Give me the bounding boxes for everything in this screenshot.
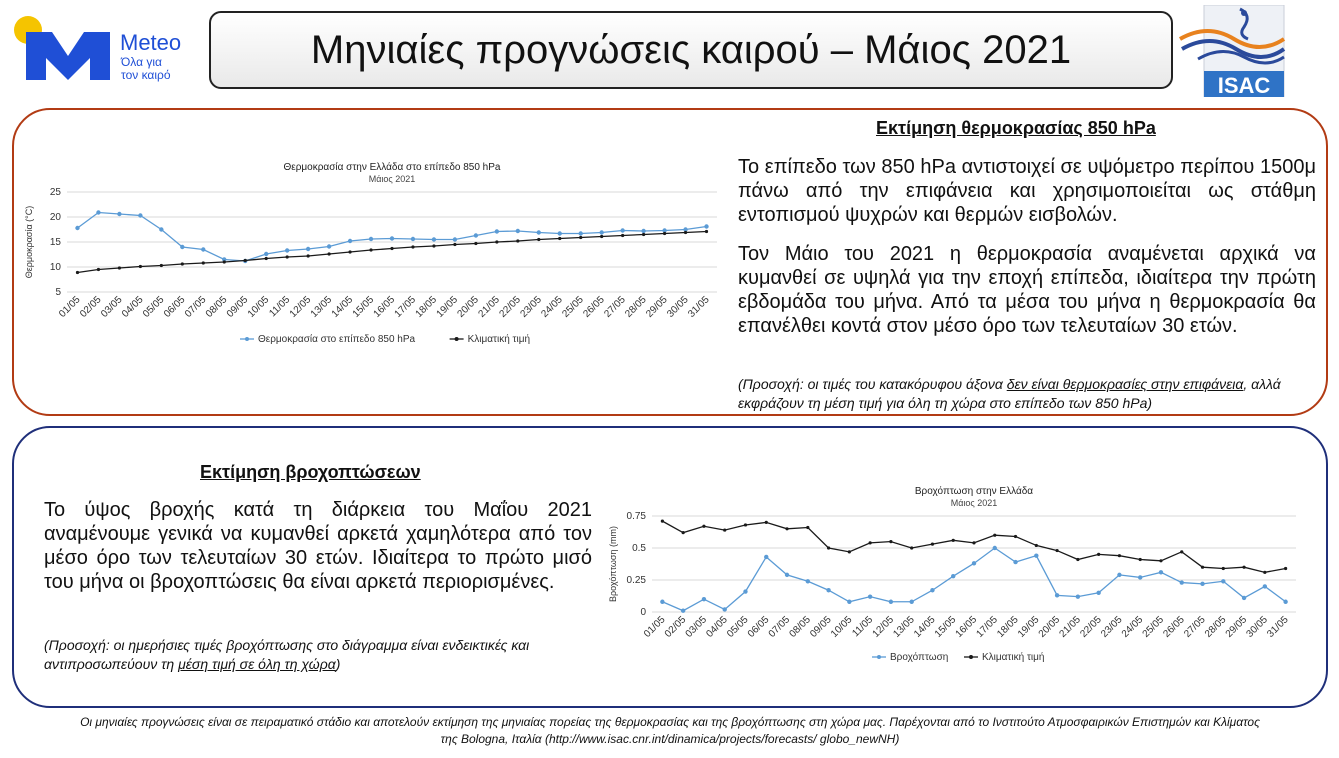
data-point-series-2 [1263, 571, 1266, 574]
y-tick-label: 25 [49, 187, 61, 198]
data-point-series-2 [432, 244, 435, 247]
chart-subtitle: Μάιος 2021 [950, 498, 998, 508]
data-point-series-1 [495, 229, 499, 233]
x-tick-label: 30/05 [1244, 614, 1270, 640]
x-tick-label: 21/05 [476, 294, 502, 320]
data-point-series-2 [621, 234, 624, 237]
data-point-series-2 [411, 245, 414, 248]
x-tick-label: 25/05 [560, 294, 586, 320]
x-tick-label: 26/05 [1161, 614, 1187, 640]
data-point-series-1 [1117, 573, 1121, 577]
data-point-series-2 [848, 550, 851, 553]
x-tick-label: 03/05 [99, 294, 125, 320]
precipitation-note-underlined: μέση τιμή σε όλη τη χώρα [178, 656, 336, 672]
data-point-series-2 [1201, 566, 1204, 569]
data-point-series-2 [244, 259, 247, 262]
data-point-series-1 [972, 561, 976, 565]
data-point-series-2 [952, 539, 955, 542]
data-point-series-1 [453, 237, 457, 241]
data-point-series-2 [495, 240, 498, 243]
x-tick-label: 11/05 [850, 614, 876, 640]
temperature-paragraph-1: Το επίπεδο των 850 hPa αντιστοιχεί σε υψόμετρο περίπου 1500μ πάνω από την επιφάνεια και χρησιμοποιείται ως στάθμη εντοπισμού ψυχρών και θερμών εισβολών. [738, 156, 1316, 226]
data-point-series-1 [117, 212, 121, 216]
data-point-series-1 [785, 573, 789, 577]
data-point-series-1 [1242, 596, 1246, 600]
x-tick-label: 14/05 [329, 294, 356, 320]
y-tick-label: 0.75 [626, 511, 646, 522]
x-tick-label: 17/05 [974, 614, 1000, 640]
data-point-series-2 [307, 254, 310, 257]
x-tick-label: 24/05 [1119, 614, 1146, 640]
data-point-series-1 [620, 228, 624, 232]
data-point-series-2 [684, 231, 687, 234]
data-point-series-1 [348, 239, 352, 243]
data-point-series-2 [348, 250, 351, 253]
brand-tagline-line-1: Όλα για [121, 55, 162, 69]
data-point-series-2 [369, 248, 372, 251]
title-banner [209, 11, 1173, 89]
chart-subtitle: Μάιος 2021 [368, 174, 416, 184]
data-point-series-1 [558, 231, 562, 235]
x-tick-label: 10/05 [245, 294, 272, 320]
brand-tagline-line-2: τον καιρό [121, 68, 171, 82]
data-point-series-2 [1180, 550, 1183, 553]
y-tick-label: 15 [49, 237, 61, 248]
data-point-series-1 [704, 224, 708, 228]
data-point-series-2 [806, 526, 809, 529]
x-tick-label: 29/05 [644, 294, 670, 320]
data-point-series-2 [202, 261, 205, 264]
legend-entry: Κλιματική τιμή [467, 334, 531, 345]
temperature-chart [22, 150, 722, 360]
data-point-series-2 [661, 520, 664, 523]
x-tick-label: 06/05 [745, 614, 772, 640]
data-point-series-1 [847, 600, 851, 604]
legend-entry: Θερμοκρασία στο επίπεδο 850 hPa [258, 334, 416, 345]
data-point-series-2 [76, 271, 79, 274]
data-point-series-2 [160, 264, 163, 267]
x-tick-label: 16/05 [371, 294, 398, 320]
data-point-series-1 [1055, 593, 1059, 597]
data-point-series-2 [265, 257, 268, 260]
data-point-series-1 [75, 226, 79, 230]
data-point-series-1 [868, 594, 872, 598]
data-point-series-1 [599, 230, 603, 234]
x-tick-label: 22/05 [497, 294, 523, 320]
data-point-series-2 [1035, 544, 1038, 547]
data-point-series-1 [764, 555, 768, 559]
data-point-series-1 [1159, 570, 1163, 574]
data-point-series-1 [411, 237, 415, 241]
data-point-series-2 [663, 232, 666, 235]
data-point-series-1 [327, 244, 331, 248]
x-tick-label: 26/05 [581, 294, 607, 320]
data-point-series-2 [723, 528, 726, 531]
y-tick-label: 20 [49, 212, 61, 223]
page-title: Μηνιαίες προγνώσεις καιρού – Μάιος 2021 [310, 27, 1072, 72]
precipitation-note [44, 636, 594, 674]
data-point-series-2 [993, 534, 996, 537]
x-tick-label: 08/05 [203, 294, 230, 320]
data-point-series-1 [1283, 600, 1287, 604]
x-tick-label: 18/05 [413, 294, 440, 320]
x-tick-label: 09/05 [808, 614, 834, 640]
y-tick-label: 5 [55, 287, 61, 298]
x-tick-label: 07/05 [182, 294, 209, 320]
data-point-series-1 [432, 237, 436, 241]
data-point-series-1 [641, 229, 645, 233]
x-tick-label: 27/05 [602, 294, 628, 320]
data-point-series-2 [181, 262, 184, 265]
data-point-series-1 [159, 227, 163, 231]
x-tick-label: 04/05 [120, 294, 146, 320]
data-point-series-2 [474, 242, 477, 245]
data-point-series-1 [889, 600, 893, 604]
x-tick-label: 24/05 [539, 294, 565, 320]
brand-name: Meteo [120, 30, 182, 55]
data-point-series-2 [139, 265, 142, 268]
data-point-series-2 [1242, 566, 1245, 569]
x-tick-label: 27/05 [1182, 614, 1208, 640]
isac-logo-text: ISAC [1217, 73, 1271, 97]
y-tick-label: 0.5 [632, 543, 646, 554]
x-tick-label: 31/05 [1265, 614, 1291, 640]
data-point-series-1 [1221, 579, 1225, 583]
meteo-logo-m-icon [26, 32, 110, 80]
y-axis-label: Θερμοκρασία (°C) [24, 205, 34, 279]
x-tick-label: 03/05 [683, 614, 710, 640]
data-point-series-1 [306, 247, 310, 251]
x-tick-label: 09/05 [224, 294, 251, 320]
data-point-series-2 [910, 546, 913, 549]
x-tick-label: 02/05 [662, 614, 689, 640]
precipitation-note-suffix: ) [335, 656, 341, 672]
x-tick-label: 10/05 [828, 614, 855, 640]
data-point-series-2 [537, 238, 540, 241]
data-point-series-1 [1263, 584, 1267, 588]
x-tick-label: 15/05 [350, 294, 377, 320]
data-point-series-2 [705, 230, 708, 233]
data-point-series-1 [390, 236, 394, 240]
x-tick-label: 05/05 [140, 294, 167, 320]
x-tick-label: 18/05 [995, 614, 1021, 640]
data-point-series-2 [1055, 549, 1058, 552]
data-point-series-1 [806, 579, 810, 583]
data-point-series-2 [642, 233, 645, 236]
x-tick-label: 13/05 [308, 294, 335, 320]
x-tick-label: 25/05 [1140, 614, 1167, 640]
data-point-series-1 [743, 589, 747, 593]
precipitation-paragraph: Το ύψος βροχής κατά τη διάρκεια του Μαΐου 2021 αναμένουμε γενικά να κυμανθεί αρκετά χαμηλότερα από τον μέσο όρο των τελευταίων 30 ετών. Ιδιαίτερα το πρώτο μισό του μήνα οι βροχοπτώσεις θα είναι αρκετά περιορισμένες. [44, 499, 592, 593]
data-point-series-2 [972, 541, 975, 544]
x-tick-label: 04/05 [704, 614, 730, 640]
data-point-series-1 [1076, 594, 1080, 598]
data-point-series-1 [180, 245, 184, 249]
x-tick-label: 29/05 [1223, 614, 1250, 640]
y-tick-label: 0.25 [626, 575, 646, 586]
x-tick-label: 19/05 [434, 294, 461, 320]
legend-marker-1 [245, 337, 249, 341]
data-point-series-1 [1180, 580, 1184, 584]
data-point-series-1 [96, 210, 100, 214]
legend-marker-1 [877, 655, 881, 659]
x-tick-label: 01/05 [642, 614, 668, 640]
data-point-series-1 [993, 546, 997, 550]
data-point-series-2 [1284, 567, 1287, 570]
data-point-series-2 [1222, 567, 1225, 570]
data-point-series-2 [765, 521, 768, 524]
data-point-series-1 [702, 597, 706, 601]
x-tick-label: 15/05 [932, 614, 959, 640]
legend-marker-2 [455, 337, 459, 341]
brand-tagline [121, 56, 201, 82]
x-tick-label: 12/05 [870, 614, 897, 640]
data-point-series-1 [537, 230, 541, 234]
x-tick-label: 06/05 [161, 294, 188, 320]
chart-title: Βροχόπτωση στην Ελλάδα [914, 486, 1034, 497]
x-tick-label: 28/05 [1202, 614, 1229, 640]
data-point-series-1 [1200, 582, 1204, 586]
x-tick-label: 14/05 [912, 614, 938, 640]
temperature-note-suffix: , αλλά εκφράζουν τη μέση τιμή για όλη τη χώρα στο επίπεδο των 850 hPa) [738, 376, 1281, 411]
legend-marker-2 [969, 655, 973, 659]
data-point-series-2 [702, 525, 705, 528]
data-point-series-1 [723, 607, 727, 611]
x-tick-label: 19/05 [1015, 614, 1042, 640]
y-tick-label: 0 [640, 607, 646, 618]
x-tick-label: 20/05 [455, 294, 481, 320]
data-point-series-2 [869, 541, 872, 544]
data-point-series-2 [889, 540, 892, 543]
data-point-series-2 [223, 260, 226, 263]
x-tick-label: 02/05 [78, 294, 104, 320]
x-tick-label: 17/05 [392, 294, 419, 320]
temperature-note [738, 375, 1322, 413]
data-point-series-2 [286, 255, 289, 258]
temperature-note-underlined: δεν είναι θερμοκρασίες στην επιφάνεια [1006, 376, 1244, 392]
data-point-series-1 [201, 247, 205, 251]
data-point-series-1 [516, 229, 520, 233]
data-point-series-2 [1076, 558, 1079, 561]
data-point-series-1 [474, 233, 478, 237]
data-point-series-1 [1034, 553, 1038, 557]
data-point-series-2 [1159, 559, 1162, 562]
data-point-series-2 [1118, 554, 1121, 557]
data-point-series-1 [930, 588, 934, 592]
data-point-series-2 [682, 531, 685, 534]
data-point-series-2 [390, 247, 393, 250]
data-point-series-2 [97, 268, 100, 271]
data-point-series-1 [369, 237, 373, 241]
x-tick-label: 20/05 [1036, 614, 1063, 640]
data-point-series-1 [264, 252, 268, 256]
data-point-series-2 [558, 237, 561, 240]
data-point-series-2 [516, 239, 519, 242]
x-tick-label: 12/05 [287, 294, 314, 320]
footer-disclaimer [10, 714, 1330, 748]
data-point-series-1 [1013, 560, 1017, 564]
data-point-series-1 [1138, 575, 1142, 579]
x-tick-label: 05/05 [725, 614, 751, 640]
x-tick-label: 11/05 [267, 294, 293, 320]
x-tick-label: 23/05 [518, 294, 544, 320]
data-point-series-1 [138, 213, 142, 217]
x-tick-label: 21/05 [1057, 614, 1083, 640]
data-point-series-1 [579, 231, 583, 235]
data-point-series-2 [785, 527, 788, 530]
x-tick-label: 08/05 [787, 614, 813, 640]
data-point-series-1 [681, 609, 685, 613]
x-tick-label: 01/05 [57, 294, 83, 320]
data-point-series-2 [579, 236, 582, 239]
precipitation-heading: Εκτίμηση βροχοπτώσεων [200, 462, 421, 482]
x-tick-label: 07/05 [766, 614, 793, 640]
data-point-series-2 [744, 523, 747, 526]
precipitation-chart [606, 480, 1312, 670]
chart-title: Θερμοκρασία στην Ελλάδα στο επίπεδο 850 hPa [283, 162, 501, 173]
data-point-series-2 [600, 235, 603, 238]
data-point-series-2 [827, 546, 830, 549]
data-point-series-2 [1139, 558, 1142, 561]
data-point-series-1 [909, 600, 913, 604]
isac-logo [1178, 5, 1286, 97]
footer-line-2: της Bologna, Ιταλία (http://www.isac.cnr.int/dinamica/projects/forecasts/ globo_newNH) [440, 732, 900, 746]
data-point-series-2 [1014, 535, 1017, 538]
data-point-series-2 [327, 252, 330, 255]
legend-entry: Βροχόπτωση [890, 652, 949, 663]
temperature-heading: Εκτίμηση θερμοκρασίας 850 hPa [876, 118, 1156, 138]
data-point-series-2 [453, 243, 456, 246]
y-axis-label: Βροχόπτωση (mm) [608, 526, 618, 602]
data-point-series-1 [660, 600, 664, 604]
data-point-series-2 [931, 543, 934, 546]
temperature-paragraph-2: Τον Μάιο του 2021 η θερμοκρασία αναμένεται αρχικά να κυμανθεί σε υψηλά για την εποχή επίπεδα, ιδιαίτερα την πρώτη εβδομάδα του μήνα. Από τα μέσα του μήνα η θερμοκρασία θα επανέλθει κοντά στον μέσο όρο των τελευταίων 30 ετών. [738, 243, 1316, 337]
footer-line-1: Οι μηνιαίες προγνώσεις είναι σε πειραματικό στάδιο και αποτελούν εκτίμηση της μηνιαίας πορείας της θερμοκρασίας και της βροχόπτωσης στη χώρα μας. Παρέχονται από το Ινστιτούτο Ατμοσφαιρικών Επιστημών και Κλίματος [80, 715, 1260, 729]
y-tick-label: 10 [49, 262, 61, 273]
x-tick-label: 30/05 [665, 294, 691, 320]
temperature-note-prefix: (Προσοχή: οι τιμές του κατακόρυφου άξονα [738, 376, 1007, 392]
data-point-series-1 [1096, 591, 1100, 595]
legend-entry: Κλιματική τιμή [982, 652, 1045, 663]
data-point-series-2 [1097, 553, 1100, 556]
series-line-1 [662, 548, 1285, 611]
x-tick-label: 28/05 [623, 294, 649, 320]
data-point-series-2 [118, 266, 121, 269]
x-tick-label: 16/05 [953, 614, 980, 640]
precipitation-note-prefix: (Προσοχή: οι ημερήσιες τιμές βροχόπτωσης στο διάγραμμα είναι ενδεικτικές και αντιπροσωπεύουν τη [44, 637, 530, 672]
data-point-series-1 [826, 588, 830, 592]
x-tick-label: 22/05 [1078, 614, 1104, 640]
x-tick-label: 13/05 [891, 614, 917, 640]
x-tick-label: 31/05 [686, 294, 712, 320]
x-tick-label: 23/05 [1099, 614, 1125, 640]
data-point-series-1 [951, 574, 955, 578]
data-point-series-1 [285, 248, 289, 252]
